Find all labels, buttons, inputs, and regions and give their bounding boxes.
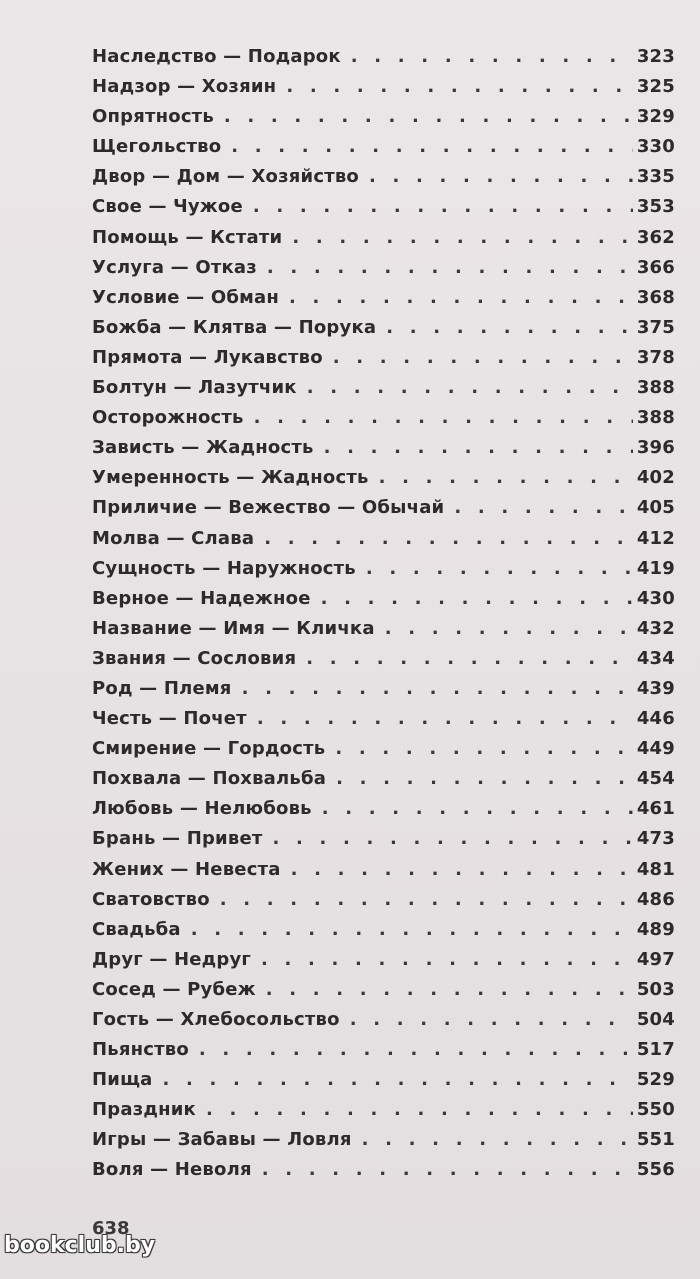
dot-leader xyxy=(199,1039,633,1060)
toc-entry-page: 402 xyxy=(636,467,675,489)
dot-leader xyxy=(350,1009,633,1030)
toc-entry-page: 449 xyxy=(636,738,675,760)
toc-entry xyxy=(92,859,675,889)
toc-entry xyxy=(92,257,675,287)
toc-entry-page: 375 xyxy=(636,316,675,338)
toc-entry-page: 473 xyxy=(636,828,675,850)
toc-entry-page: 335 xyxy=(636,166,675,188)
dot-leader xyxy=(163,1069,633,1090)
dot-leader xyxy=(369,166,633,187)
dot-leader xyxy=(224,106,633,127)
dot-leader xyxy=(333,347,633,368)
toc-entry xyxy=(92,949,675,979)
table-of-contents xyxy=(92,46,675,1190)
dot-leader xyxy=(262,1159,633,1180)
toc-entry-page: 529 xyxy=(636,1069,675,1091)
dot-leader xyxy=(362,1129,633,1150)
toc-entry xyxy=(92,618,675,648)
toc-entry-title: Прямота — Лукавство xyxy=(92,346,323,368)
toc-entry-page: 556 xyxy=(636,1159,675,1181)
toc-entry-title: Гость — Хлебосольство xyxy=(92,1009,340,1030)
dot-leader xyxy=(273,828,633,849)
dot-leader xyxy=(191,919,633,940)
toc-entry-title: Сосед — Рубеж xyxy=(92,978,256,1000)
toc-entry xyxy=(92,196,675,226)
toc-entry-title: Пища xyxy=(92,1069,153,1091)
toc-entry xyxy=(92,1009,675,1039)
toc-entry-page: 550 xyxy=(636,1099,675,1121)
toc-entry-title: Болтун — Лазутчик xyxy=(92,377,297,399)
toc-entry-page: 432 xyxy=(636,617,675,639)
toc-entry-title: Осторожность xyxy=(92,407,244,429)
toc-entry-title: Двор — Дом — Хозяйство xyxy=(92,166,359,188)
toc-entry xyxy=(92,798,675,828)
toc-entry-title: Брань — Привет xyxy=(92,828,263,850)
toc-entry-page: 378 xyxy=(636,346,675,368)
toc-entry xyxy=(92,678,675,708)
toc-entry xyxy=(92,828,675,858)
dot-leader xyxy=(379,467,633,488)
toc-entry-title: Смирение — Гордость xyxy=(92,738,326,760)
toc-entry-page: 430 xyxy=(636,587,675,609)
toc-entry-title: Опрятность xyxy=(92,106,214,128)
dot-leader xyxy=(306,648,633,669)
toc-entry xyxy=(92,558,675,588)
toc-entry xyxy=(92,1129,675,1159)
toc-entry-title: Воля — Неволя xyxy=(92,1159,252,1181)
dot-leader xyxy=(351,46,633,67)
dot-leader xyxy=(292,227,632,248)
toc-entry xyxy=(92,136,675,166)
dot-leader xyxy=(454,497,632,518)
toc-entry-page: 486 xyxy=(636,888,675,910)
page-number: 638 xyxy=(92,1218,130,1239)
toc-entry-title: Молва — Слава xyxy=(92,527,255,549)
toc-entry xyxy=(92,588,675,618)
toc-entry xyxy=(92,1159,675,1189)
dot-leader xyxy=(242,678,633,699)
dot-leader xyxy=(335,738,632,759)
dot-leader xyxy=(385,618,633,639)
toc-entry xyxy=(92,648,675,678)
toc-entry-page: 551 xyxy=(636,1129,675,1151)
toc-entry-page: 504 xyxy=(636,1009,675,1030)
dot-leader xyxy=(267,257,633,278)
dot-leader xyxy=(266,979,633,1000)
toc-entry-title: Условие — Обман xyxy=(92,286,280,308)
dot-leader xyxy=(289,287,633,308)
toc-entry-title: Жених — Невеста xyxy=(92,858,281,880)
toc-entry xyxy=(92,407,675,437)
dot-leader xyxy=(322,798,633,819)
toc-entry xyxy=(92,768,675,798)
toc-entry xyxy=(92,437,675,467)
toc-entry-page: 362 xyxy=(636,226,675,248)
toc-entry xyxy=(92,166,675,196)
toc-entry xyxy=(92,347,675,377)
dot-leader xyxy=(286,76,633,97)
dot-leader xyxy=(254,407,633,428)
toc-entry-title: Услуга — Отказ xyxy=(92,256,257,278)
toc-entry xyxy=(92,467,675,497)
dot-leader xyxy=(366,558,633,579)
toc-entry-page: 419 xyxy=(636,557,675,579)
toc-entry-page: 388 xyxy=(636,407,675,429)
toc-entry-title: Род — Племя xyxy=(92,677,232,699)
toc-entry xyxy=(92,1069,675,1099)
toc-entry xyxy=(92,377,675,407)
toc-entry-page: 489 xyxy=(636,918,675,940)
toc-entry xyxy=(92,1039,675,1069)
toc-entry-page: 434 xyxy=(636,647,675,669)
dot-leader xyxy=(336,768,633,789)
toc-entry xyxy=(92,497,675,527)
toc-entry xyxy=(92,528,675,558)
toc-entry-title: Праздник xyxy=(92,1099,196,1121)
dot-leader xyxy=(386,317,633,338)
dot-leader xyxy=(324,437,633,458)
toc-entry xyxy=(92,76,675,106)
toc-entry xyxy=(92,287,675,317)
dot-leader xyxy=(261,949,633,970)
toc-entry-title: Зависть — Жадность xyxy=(92,437,314,459)
toc-entry-page: 353 xyxy=(636,196,675,218)
toc-entry xyxy=(92,738,675,768)
toc-entry-title: Название — Имя — Кличка xyxy=(92,617,375,639)
toc-entry xyxy=(92,1099,675,1129)
toc-entry xyxy=(92,317,675,347)
toc-entry-page: 517 xyxy=(636,1039,675,1061)
toc-entry-page: 461 xyxy=(636,798,675,820)
toc-entry-title: Надзор — Хозяин xyxy=(92,76,277,98)
toc-entry-page: 503 xyxy=(636,978,675,1000)
dot-leader xyxy=(253,196,633,217)
toc-entry-title: Пьянство xyxy=(92,1039,189,1061)
dot-leader xyxy=(321,588,633,609)
toc-entry-page: 323 xyxy=(636,46,675,67)
dot-leader xyxy=(231,136,633,157)
toc-entry-title: Друг — Недруг xyxy=(92,948,252,970)
toc-entry-page: 329 xyxy=(636,106,675,128)
toc-entry-title: Игры — Забавы — Ловля xyxy=(92,1129,352,1151)
dot-leader xyxy=(291,859,633,880)
toc-entry-page: 454 xyxy=(636,768,675,790)
toc-entry-title: Помощь — Кстати xyxy=(92,226,283,248)
toc-entry-title: Верное — Надежное xyxy=(92,587,311,609)
dot-leader xyxy=(220,889,633,910)
toc-entry-title: Сущность — Наружность xyxy=(92,557,356,579)
toc-entry-page: 366 xyxy=(636,256,675,278)
toc-entry-title: Сватовство xyxy=(92,888,210,910)
toc-entry-title: Наследство — Подарок xyxy=(92,46,341,67)
toc-entry-title: Приличие — Вежество — Обычай xyxy=(92,497,445,519)
toc-entry xyxy=(92,919,675,949)
toc-entry-page: 330 xyxy=(636,136,675,158)
toc-entry-page: 439 xyxy=(636,677,675,699)
toc-entry-page: 368 xyxy=(636,286,675,308)
toc-entry-page: 325 xyxy=(636,76,675,98)
toc-entry xyxy=(92,889,675,919)
toc-entry-page: 388 xyxy=(636,377,675,399)
toc-entry-page: 405 xyxy=(636,497,675,519)
toc-entry-page: 412 xyxy=(636,527,675,549)
toc-entry-title: Свадьба xyxy=(92,918,181,940)
toc-entry xyxy=(92,708,675,738)
toc-entry-title: Умеренность — Жадность xyxy=(92,467,369,489)
toc-entry-page: 481 xyxy=(636,858,675,880)
toc-entry xyxy=(92,979,675,1009)
toc-entry xyxy=(92,227,675,257)
toc-entry xyxy=(92,46,675,76)
toc-entry-title: Похвала — Похвальба xyxy=(92,768,327,790)
toc-entry-page: 497 xyxy=(636,948,675,970)
toc-entry-title: Божба — Клятва — Порука xyxy=(92,316,377,338)
dot-leader xyxy=(257,708,633,729)
dot-leader xyxy=(206,1099,633,1120)
toc-entry-title: Любовь — Нелюбовь xyxy=(92,798,312,820)
toc-entry-page: 396 xyxy=(636,437,675,459)
toc-entry-title: Звания — Сословия xyxy=(92,647,297,669)
watermark: bookclub.by xyxy=(4,1233,156,1258)
toc-entry-page: 446 xyxy=(636,708,675,730)
dot-leader xyxy=(264,528,633,549)
dot-leader xyxy=(307,377,633,398)
toc-entry-title: Честь — Почет xyxy=(92,708,247,730)
toc-entry xyxy=(92,106,675,136)
toc-entry-title: Свое — Чужое xyxy=(92,196,243,218)
toc-entry-title: Щегольство xyxy=(92,136,222,158)
